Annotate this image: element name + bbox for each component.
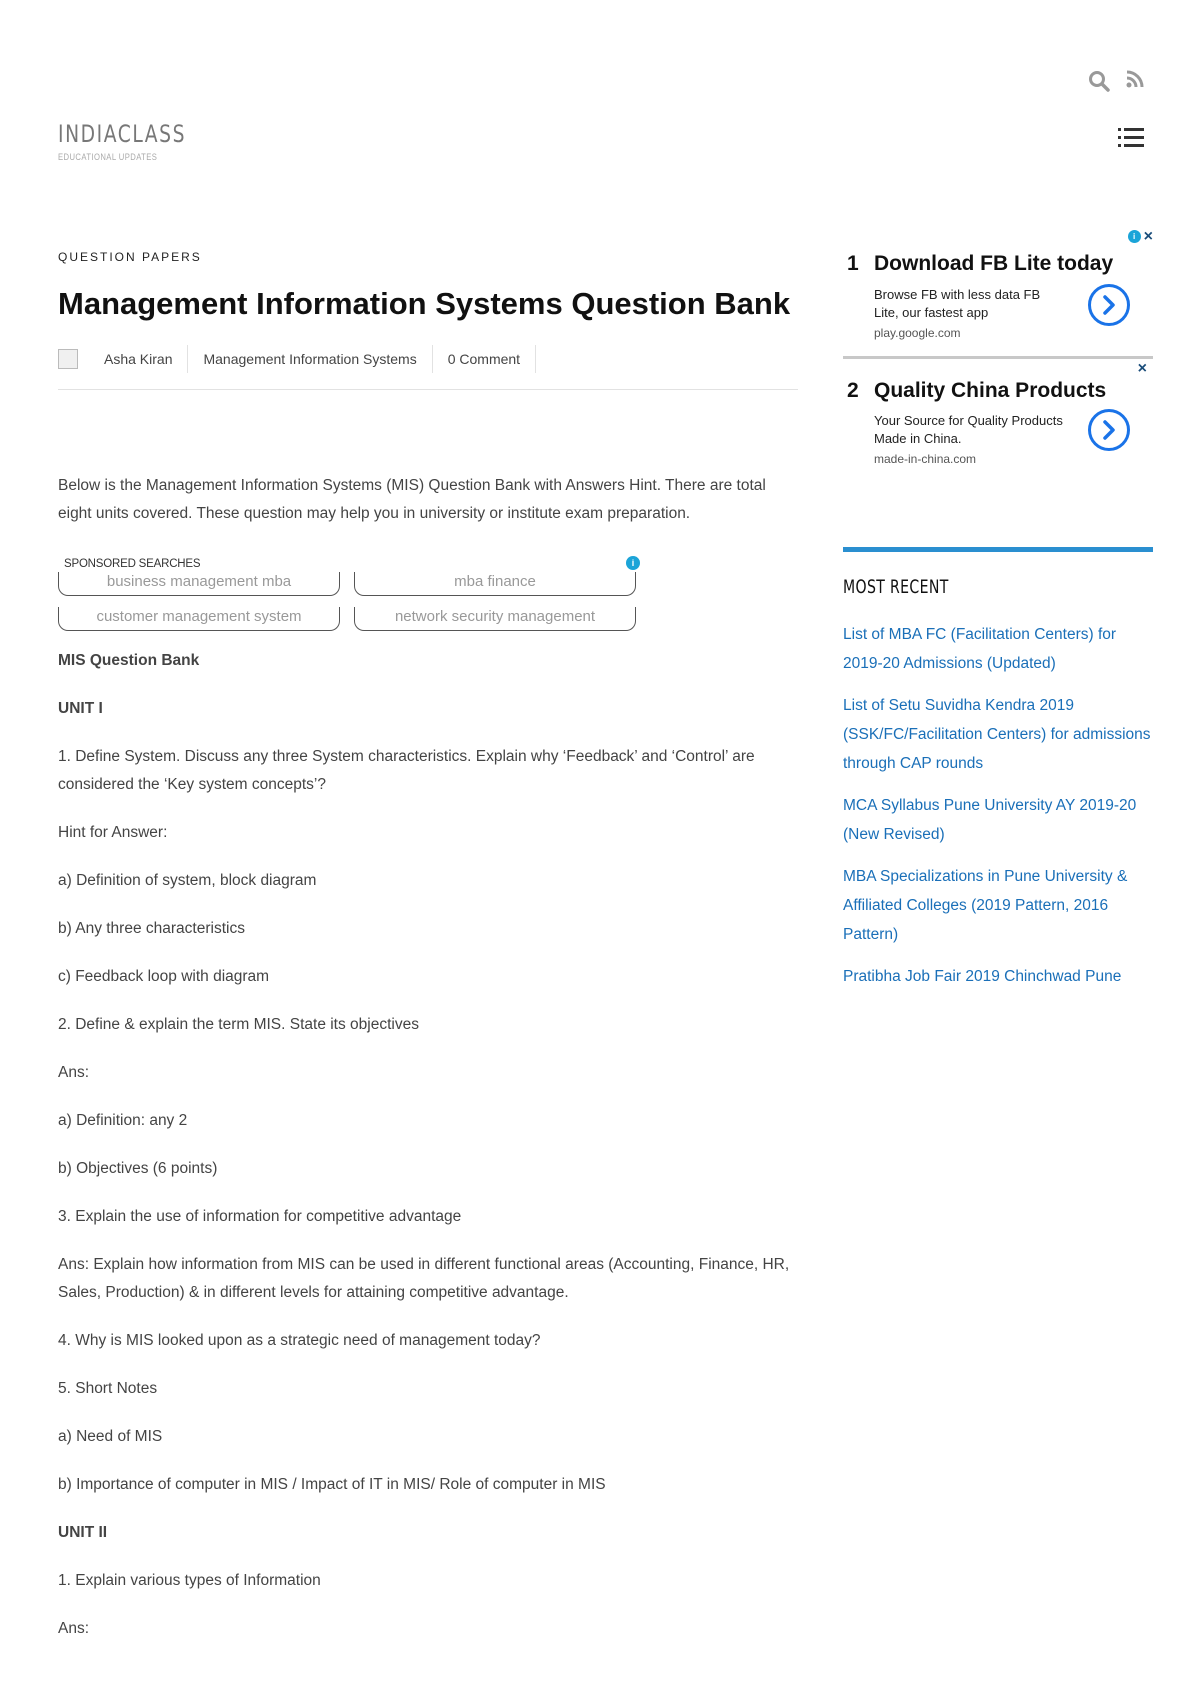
header-icons bbox=[1088, 70, 1144, 92]
author-avatar[interactable] bbox=[58, 349, 78, 369]
site-brand[interactable] bbox=[58, 120, 222, 162]
ad-choices-icon[interactable]: i bbox=[1128, 230, 1141, 243]
question-text: 5. Short Notes bbox=[58, 1380, 158, 1398]
post-category[interactable]: QUESTION PAPERS bbox=[58, 250, 202, 264]
ad-unit[interactable] bbox=[843, 228, 1153, 356]
rss-icon[interactable] bbox=[1126, 70, 1144, 92]
ad-url[interactable]: made-in-china.com bbox=[874, 452, 977, 466]
recent-post-link[interactable]: MCA Syllabus Pune University AY 2019-20 (New Revised) bbox=[843, 797, 1137, 843]
post-meta bbox=[58, 342, 798, 390]
content-heading: MIS Question Bank bbox=[58, 652, 200, 670]
post-comments[interactable]: 0 Comment bbox=[433, 345, 536, 373]
answer-point: a) Need of MIS bbox=[58, 1428, 163, 1446]
close-icon[interactable]: × bbox=[1143, 228, 1153, 245]
question-text: 2. Define & explain the term MIS. State its objectives bbox=[58, 1016, 419, 1034]
ad-description: Browse FB with less data FB Lite, our fastest app bbox=[874, 287, 1041, 320]
post-tag[interactable]: Management Information Systems bbox=[188, 345, 432, 373]
page-title: Management Information Systems Question Bank bbox=[58, 286, 791, 321]
ad-info-icon[interactable]: i bbox=[626, 556, 640, 570]
sidebar-ad bbox=[843, 228, 1153, 486]
brand-tagline: EDUCATIONAL UPDATES bbox=[58, 152, 158, 162]
chevron-right-icon[interactable] bbox=[1088, 284, 1130, 326]
unit-heading: UNIT II bbox=[58, 1524, 108, 1542]
ad-headline[interactable]: Quality China Products bbox=[874, 379, 1107, 402]
article bbox=[58, 250, 798, 1663]
recent-post-link[interactable]: List of MBA FC (Facilitation Centers) for 2019-20 Admissions (Updated) bbox=[843, 626, 1117, 672]
recent-posts-list bbox=[843, 620, 1153, 991]
ad-url[interactable]: play.google.com bbox=[874, 326, 961, 340]
sponsored-search-link[interactable]: mba finance bbox=[354, 572, 636, 596]
ad-number: 2 bbox=[847, 379, 859, 402]
answer-label: Ans: bbox=[58, 1620, 90, 1638]
sponsored-search-link[interactable]: network security management bbox=[354, 607, 636, 631]
recent-post-link[interactable]: List of Setu Suvidha Kendra 2019 (SSK/FC/Facilitation Centers) for admissions through CAP rounds bbox=[843, 697, 1151, 772]
answer-point: b) Importance of computer in MIS / Impact of IT in MIS/ Role of computer in MIS bbox=[58, 1476, 606, 1494]
answer-text: Ans: Explain how information from MIS can be used in different functional areas (Accounting, Finance, HR, Sales, Production) & in different levels for attaining competitive advantage. bbox=[58, 1256, 790, 1302]
ad-headline[interactable]: Download FB Lite today bbox=[874, 252, 1114, 275]
sponsored-searches bbox=[58, 558, 640, 631]
answer-point: b) Any three characteristics bbox=[58, 920, 245, 938]
answer-point: c) Feedback loop with diagram bbox=[58, 968, 270, 986]
question-text: 1. Explain various types of Information bbox=[58, 1572, 321, 1590]
answer-label: Ans: bbox=[58, 1064, 90, 1082]
most-recent-widget bbox=[843, 547, 1153, 1004]
answer-point: a) Definition: any 2 bbox=[58, 1112, 188, 1130]
sponsored-search-link[interactable]: business management mba bbox=[58, 572, 340, 596]
ad-number: 1 bbox=[847, 252, 859, 275]
widget-title: MOST RECENT bbox=[843, 576, 949, 598]
recent-post-link[interactable]: MBA Specializations in Pune University & Affiliated Colleges (2019 Pattern, 2016 Pattern) bbox=[843, 868, 1128, 943]
brand-name[interactable]: INDIACLASS bbox=[58, 120, 187, 148]
ad-unit[interactable] bbox=[843, 356, 1153, 486]
question-text: 4. Why is MIS looked upon as a strategic need of management today? bbox=[58, 1332, 541, 1350]
answer-point: a) Definition of system, block diagram bbox=[58, 872, 317, 890]
sponsored-search-link[interactable]: customer management system bbox=[58, 607, 340, 631]
menu-icon[interactable] bbox=[1118, 127, 1144, 154]
ad-description: Your Source for Quality Products Made in China. bbox=[874, 413, 1063, 446]
question-text: 1. Define System. Discuss any three System characteristics. Explain why ‘Feedback’ and ‘Control’ are considered the ‘Key system concepts’? bbox=[58, 748, 755, 794]
answer-point: b) Objectives (6 points) bbox=[58, 1160, 218, 1178]
close-icon[interactable]: × bbox=[1137, 360, 1147, 377]
post-intro: Below is the Management Information Systems (MIS) Question Bank with Answers Hint. There are total eight units covered. These question may help you in university or institute exam preparation. bbox=[58, 477, 766, 523]
post-author[interactable]: Asha Kiran bbox=[104, 345, 188, 373]
hint-label: Hint for Answer: bbox=[58, 824, 168, 842]
unit-heading: UNIT I bbox=[58, 700, 103, 718]
post-content bbox=[58, 647, 798, 1643]
sponsored-label: SPONSORED SEARCHES bbox=[64, 558, 201, 571]
question-text: 3. Explain the use of information for competitive advantage bbox=[58, 1208, 462, 1226]
search-icon[interactable] bbox=[1088, 70, 1110, 92]
chevron-right-icon[interactable] bbox=[1088, 409, 1130, 451]
recent-post-link[interactable]: Pratibha Job Fair 2019 Chinchwad Pune bbox=[843, 968, 1122, 985]
